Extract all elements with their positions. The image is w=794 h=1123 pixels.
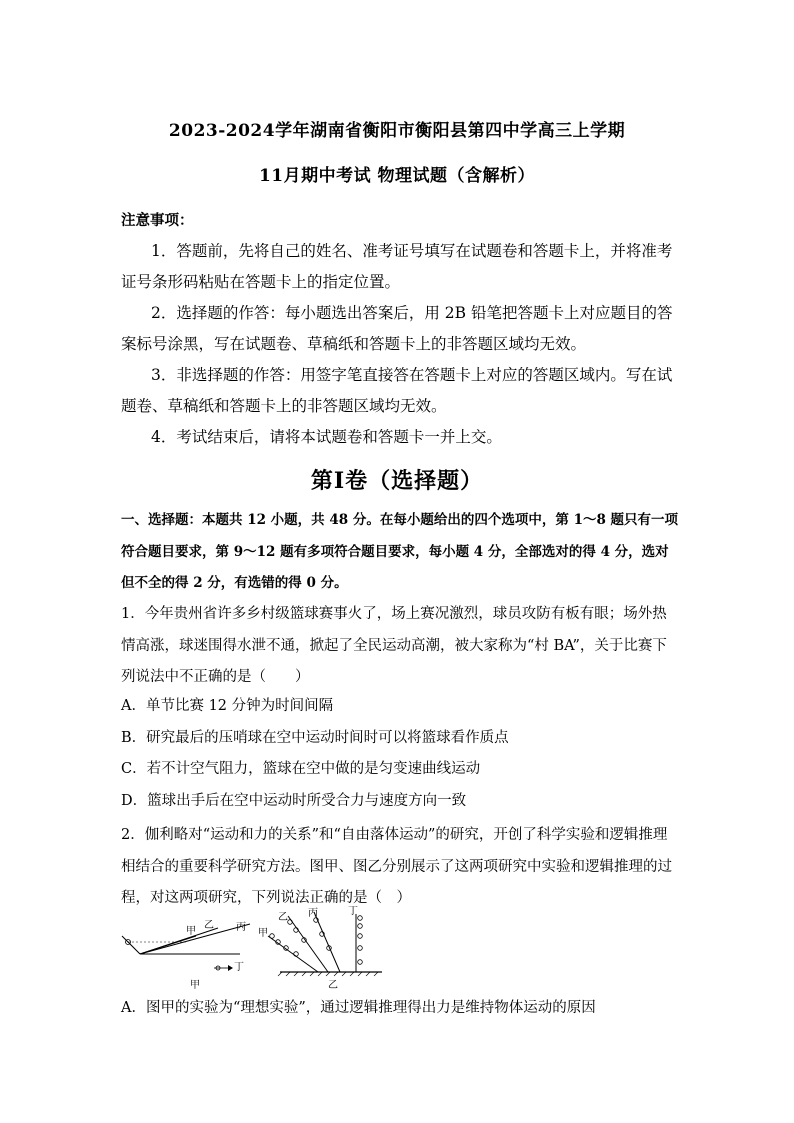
figure-label-jia-right: 甲	[258, 928, 268, 939]
figure-label-yi-right: 乙	[278, 912, 288, 923]
figure-label-ding-right: 丁	[348, 906, 358, 917]
notice-item-3-text: 3．非选择题的作答：用签字笔直接答在答题卡上对应的答题区域内。写在试题卷、草稿纸和答题卡上的非答题区域均无效。	[121, 366, 673, 415]
document-title-line1: 2023-2024学年湖南省衡阳市衡阳县第四中学高三上学期	[168, 121, 626, 141]
notice-item-4-text: 4．考试结束后，请将本试题卷和答题卡一并上交。	[151, 428, 502, 446]
notice-heading: 注意事项：	[121, 212, 194, 229]
question-2-option-a: A．图甲的实验为“理想实验”，通过逻辑推理得出力是维持物体运动的原因	[121, 1000, 596, 1016]
notice-item-3	[121, 360, 681, 422]
question-2-figure	[118, 906, 388, 992]
notice-item-1	[121, 236, 681, 298]
figure-label-bing-right: 丙	[308, 908, 318, 919]
notice-item-2	[121, 298, 681, 360]
figure-label-yi: 乙	[204, 920, 214, 931]
notice-item-1-text: 1．答题前，先将自己的姓名、准考证号填写在试题卷和答题卡上，并将准考证号条形码粘贴在答题卡上的指定位置。	[121, 242, 673, 291]
question-1-option-c: C．若不计空气阻力，篮球在空中做的是匀变速曲线运动	[121, 761, 481, 777]
question-1-option-a: A．单节比赛 12 分钟为时间间隔	[121, 698, 334, 714]
question-1-option-d: D．篮球出手后在空中运动时所受合力与速度方向一致	[121, 793, 467, 809]
section-intro: 一、选择题：本题共 12 小题，共 48 分。在每小题给出的四个选项中，第 1～8 题只有一项符合题目要求，第 9～12 题有多项符合题目要求，每小题 4 分，全部选对的得 4 分，选对但不全的得 2 分，有选错的得 0 分。	[121, 512, 679, 591]
figure-caption-jia: 甲	[190, 980, 200, 991]
question-2-stem: 2．伽利略对“运动和力的关系”和“自由落体运动”的研究，开创了科学实验和逻辑推理相结合的重要科学研究方法。图甲、图乙分别展示了这两项研究中实验和逻辑推理的过程，对这两项研究，下列说法正确的是（ ）	[121, 827, 672, 906]
notice-item-4	[121, 422, 681, 453]
part-title: 第Ⅰ卷（选择题）	[310, 468, 484, 494]
figure-label-bing: 丙	[236, 922, 246, 933]
figure-jia-inclined-planes	[122, 919, 250, 991]
notice-item-2-text: 2．选择题的作答：每小题选出答案后，用 2B 铅笔把答题卡上对应题目的答案标号涂黑，写在试题卷、草稿纸和答题卡上的非答题区域均无效。	[121, 304, 673, 353]
document-title-line2: 11月期中考试 物理试题（含解析）	[258, 166, 536, 186]
figure-caption-yi: 乙	[328, 980, 338, 991]
question-1-stem: 1．今年贵州省许多乡村级篮球赛事火了，场上赛况激烈，球员攻防有板有眼；场外热情高涨，球迷围得水泄不通，掀起了全民运动高潮，被大家称为“村 BA”，关于比赛下列说法中不正确的是（ ）	[121, 606, 667, 685]
figure-label-jia: 甲	[186, 926, 196, 937]
figure-yi-falling-balls	[258, 906, 382, 991]
figure-label-ding: 丁	[234, 962, 244, 973]
question-1-option-b: B．研究最后的压哨球在空中运动时间时可以将篮球看作质点	[121, 730, 509, 746]
